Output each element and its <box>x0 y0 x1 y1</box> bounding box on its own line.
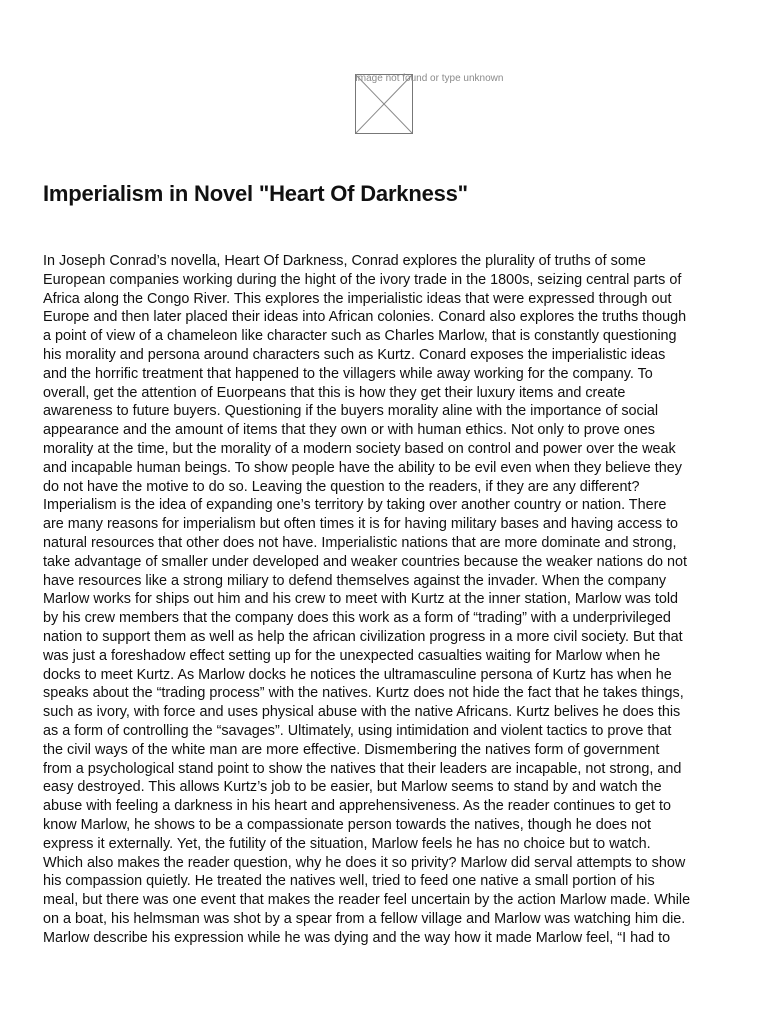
broken-image-placeholder <box>355 73 504 134</box>
image-placeholder-text: Image not found or type unknown <box>355 73 504 84</box>
body-text-line: European companies working during the hight of the ivory trade in the 1800s, seizing central parts of <box>43 271 682 288</box>
body-text-line: abuse with feeling a darkness in his heart and apprehensiveness. As the reader continues to get to <box>43 798 671 815</box>
body-text-line: nation to support them as well as help the african civilization progress in a more civil society. But that <box>43 628 683 645</box>
body-text-line: Marlow works for ships out him and his crew to meet with Kurtz at the inner station, Marlow was told <box>43 591 679 608</box>
body-text-line: Africa along the Congo River. This explores the imperialistic ideas that were expressed through out <box>43 290 672 307</box>
body-text-line: morality at the time, but the morality of a modern society based on control and power over the weak <box>43 440 676 457</box>
body-text-line: Marlow describe his expression while he was dying and the way how it made Marlow feel, “I had to <box>43 929 671 946</box>
body-text-line: meal, but there was one event that makes the reader feel uncertain by the action Marlow made. While <box>43 892 691 909</box>
body-text-line: speaks about the “trading process” with the natives. Kurtz does not hide the fact that he takes things, <box>43 685 684 702</box>
body-text-line: the civil ways of the white man are more effective. Dismembering the natives form of government <box>43 741 660 758</box>
body-text-line: as a form of controlling the “savages”. Ultimately, using intimidation and violent tactics to prove that <box>43 722 672 739</box>
body-text-line: from a psychological stand point to show the natives that their leaders are incapable, not strong, and <box>43 760 682 777</box>
body-text-line: and incapable human beings. To show people have the ability to be evil even when they believe they <box>43 459 682 476</box>
essay-body <box>43 252 733 947</box>
document-title: Imperialism in Novel "Heart Of Darkness" <box>43 181 468 206</box>
body-text-line: docks to meet Kurtz. As Marlow docks he notices the ultramasculine persona of Kurtz has when he <box>43 666 672 683</box>
body-text-line: take advantage of smaller under developed and weaker countries because the weaker nations do not <box>43 553 688 570</box>
body-text-line: overall, get the attention of Euorpeans that this is how they get their luxury items and create <box>43 384 626 401</box>
body-text-line: natural resources that other does not have. Imperialistic nations that are more dominate and strong, <box>43 534 677 551</box>
body-text-line: do not have the motive to do so. Leaving the question to the readers, if they are any different? <box>43 478 640 495</box>
body-text-line: his morality and persona around characters such as Kurtz. Conard exposes the imperialistic ideas <box>43 346 666 363</box>
body-text-line: was just a foreshadow effect setting up for the unexpected casualties waiting for Marlow when he <box>43 647 661 664</box>
body-text-line: express it externally. Yet, the futility of the situation, Marlow feels he has no choice but to watch. <box>43 835 651 852</box>
body-text-line: easy destroyed. This allows Kurtz’s job to be easier, but Marlow seems to stand by and watch the <box>43 779 662 796</box>
body-text-line: have resources like a strong miliary to defend themselves against the invader. When the company <box>43 572 667 589</box>
body-text-line: Europe and then later placed their ideas into African colonies. Conard also explores the truths though <box>43 309 687 326</box>
body-text-line: Imperialism is the idea of expanding one’s territory by taking over another country or nation. There <box>43 497 667 514</box>
body-text-line: and the horrific treatment that happened to the villagers while away working for the company. To <box>43 365 653 382</box>
body-text-line: Which also makes the reader question, why he does it so privity? Marlow did serval attempts to show <box>43 854 686 871</box>
body-text-line: such as ivory, with force and uses physical abuse with the native Africans. Kurtz belives he does this <box>43 704 681 721</box>
body-text-line: In Joseph Conrad’s novella, Heart Of Darkness, Conrad explores the plurality of truths of some <box>43 253 646 269</box>
body-text-line: his compassion quietly. He treated the natives well, tried to feed one native a small portion of his <box>43 873 655 890</box>
body-text-line: know Marlow, he shows to be a compassionate person towards the natives, though he does not <box>43 816 651 833</box>
body-text-line: a point of view of a chameleon like character such as Charles Marlow, that is constantly questioning <box>43 328 677 345</box>
body-text-line: awareness to future buyers. Questioning if the buyers morality aline with the importance of social <box>43 403 659 420</box>
body-text-line: on a boat, his helmsman was shot by a spear from a fellow village and Marlow was watching him die. <box>43 910 686 927</box>
body-text-line: are many reasons for imperialism but often times it is for having military bases and having access to <box>43 516 679 533</box>
body-text-line: appearance and the amount of items that they own or with human ethics. Not only to prove ones <box>43 422 655 439</box>
body-text-line: by his crew members that the company does this work as a form of “trading” with a underprivileged <box>43 610 671 627</box>
